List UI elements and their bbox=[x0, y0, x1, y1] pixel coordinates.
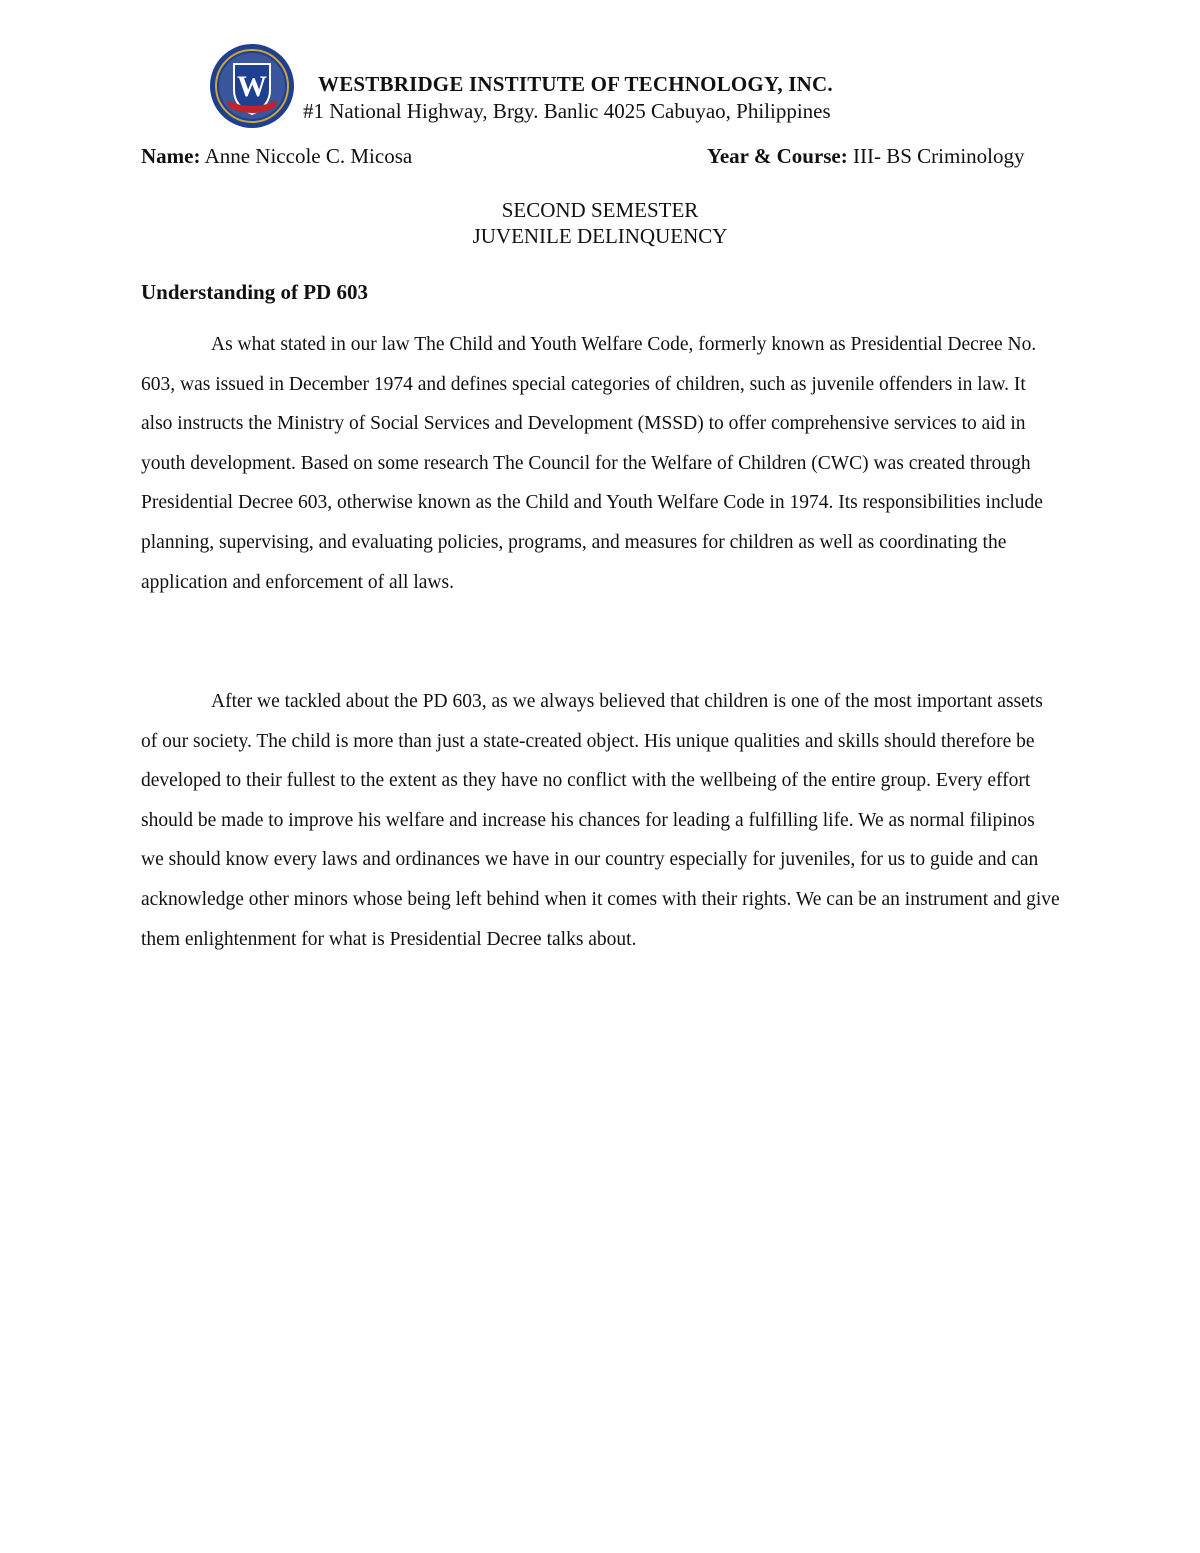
school-name: WESTBRIDGE INSTITUTE OF TECHNOLOGY, INC. bbox=[318, 72, 833, 96]
year-course-label: Year & Course: bbox=[707, 144, 848, 168]
student-name-value: Anne Niccole C. Micosa bbox=[200, 144, 413, 168]
student-name-label: Name: bbox=[141, 144, 201, 168]
semester-title: SECOND SEMESTER bbox=[501, 198, 699, 222]
year-course-value: III- BS Criminology bbox=[847, 144, 1025, 168]
body-paragraph-1: As what stated in our law The Child and Youth Welfare Code, formerly known as Presidential Decree No. 603, was issued in December 1974 and defines special categories of children, such as juvenile offenders in law. It also instructs the Ministry of Social Services and Development (MSSD) to offer comprehensive services to aid in youth development. Based on some research The Council for the Welfare of Children (CWC) was created through Presidential Decree 603, otherwise known as the Child and Youth Welfare Code in 1974. Its responsibilities include planning, supervising, and evaluating policies, programs, and measures for children as well as coordinating the application and enforcement of all laws. bbox=[141, 334, 1043, 593]
year-course-field bbox=[707, 144, 1025, 169]
student-name-field bbox=[141, 144, 412, 169]
subject-title: JUVENILE DELINQUENCY bbox=[472, 224, 728, 248]
school-address: #1 National Highway, Brgy. Banlic 4025 Cabuyao, Philippines bbox=[303, 99, 831, 123]
body-paragraph-2: After we tackled about the PD 603, as we always believed that children is one of the most important assets of our society. The child is more than just a state-created object. His unique qualities and skills should therefore be developed to their fullest to the extent as they have no conflict with the wellbeing of the entire group. Every effort should be made to improve his welfare and increase his chances for leading a fulfilling life. We as normal filipinos we should know every laws and ordinances we have in our country especially for juveniles, for us to guide and can acknowledge other minors whose being left behind when it comes with their rights. We can be an instrument and give them enlightenment for what is Presidential Decree talks about. bbox=[141, 691, 1060, 950]
school-logo bbox=[208, 42, 296, 130]
logo-letter: W bbox=[237, 70, 267, 103]
section-heading: Understanding of PD 603 bbox=[141, 280, 368, 304]
